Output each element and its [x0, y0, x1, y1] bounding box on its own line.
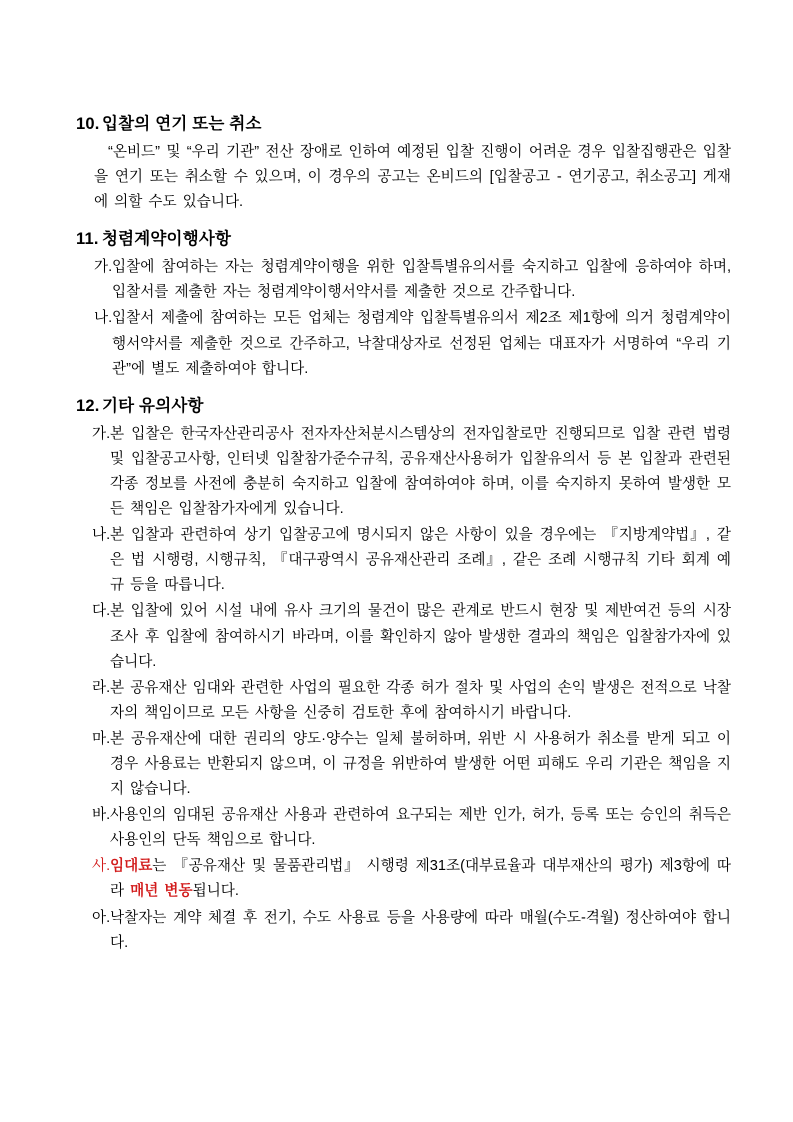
- section-12-title: 기타 유의사항: [102, 396, 204, 415]
- spacer: [72, 384, 731, 392]
- list-item-text: 본 입찰에 있어 시설 내에 유사 크기의 물건이 많은 관계로 반드시 현장 및 제반여건 등의 시장조사 후 입찰에 참여하시기 바라며, 이를 확인하지 않아 발생한 결과의 책임은 입찰참가자에 있습니다.: [110, 603, 731, 670]
- list-item-marker: 사.: [92, 858, 111, 875]
- section-11-number: 11.: [76, 230, 99, 249]
- emphasis-rent-fee: 임대료: [110, 858, 153, 875]
- list-item-highlighted: [72, 854, 731, 904]
- list-item: [72, 255, 731, 305]
- list-item-text: 본 공유재산 임대와 관련한 사업의 필요한 각종 허가 절차 및 사업의 손익 발생은 전적으로 낙찰자의 책임이므로 모든 사항을 신중히 검토한 후에 참여하시기 바랍니다.: [110, 679, 731, 721]
- section-10-paragraph: “온비드” 및 “우리 기관” 전산 장애로 인하여 예정된 입찰 진행이 어려운 경우 입찰집행관은 입찰을 연기 또는 취소할 수 있으며, 이 경우의 공고는 온비드의 [입찰공고 - 연기공고, 취소공고] 게재에 의할 수도 있습니다.: [94, 144, 731, 211]
- list-item-text: 사용인의 임대된 공유재산 사용과 관련하여 요구되는 제반 인가, 허가, 등록 또는 승인의 취득은 사용인의 단독 책임으로 합니다.: [110, 807, 731, 849]
- section-10-title: 입찰의 연기 또는 취소: [102, 115, 262, 133]
- list-item: [72, 676, 731, 726]
- list-item-marker: 가.: [92, 425, 111, 442]
- section-11-title: 청렴계약이행사항: [102, 230, 232, 249]
- section-10-number: 10.: [76, 115, 100, 133]
- spacer: [72, 217, 731, 225]
- list-item-marker: 마.: [92, 730, 111, 747]
- list-item-text: 본 공유재산에 대한 권리의 양도·양수는 일체 불허하며, 위반 시 사용허가 취소를 받게 되고 이 경우 사용료는 반환되지 않으며, 이 규정을 위반하여 발생한 어떤 피해도 우리 기관은 책임을 지지 않습니다.: [110, 730, 731, 798]
- section-12-heading: [72, 392, 731, 416]
- list-item: [72, 906, 731, 956]
- section-12-number: 12.: [76, 396, 100, 415]
- list-item-marker: 가.: [94, 259, 113, 276]
- list-item-marker: 다.: [92, 603, 111, 620]
- list-item: [72, 727, 731, 802]
- list-item-text: 입찰서 제출에 참여하는 모든 업체는 청렴계약 입찰특별유의서 제2조 제1항에 의거 청렴계약이행서약서를 제출한 것으로 간주하고, 낙찰대상자로 선정된 업체는 대표자가 서명하여 “우리 기관”에 별도 제출하여야 합니다.: [112, 310, 731, 377]
- list-item: [72, 803, 731, 853]
- list-item-marker: 아.: [92, 909, 111, 926]
- list-item-text-part-2: 됩니다.: [192, 883, 239, 900]
- list-item-text: 본 입찰과 관련하여 상기 입찰공고에 명시되지 않은 사항이 있을 경우에는 『지방계약법』, 같은 법 시행령, 시행규칙, 『대구광역시 공유재산관리 조례』, 같은 조례 시행규칙 기타 회계 예규 등을 따릅니다.: [110, 527, 731, 594]
- list-item-text: 입찰에 참여하는 자는 청렴계약이행을 위한 입찰특별유의서를 숙지하고 입찰에 응하여야 하며, 입찰서를 제출한 자는 청렴계약이행서약서를 제출한 것으로 간주합니다.: [112, 259, 731, 301]
- emphasis-annual-change: 매년 변동: [130, 883, 193, 900]
- section-10: [72, 110, 731, 215]
- list-item-text-part-1: 는 『공유재산 및 물품관리법』 시행령 제31조(대부료율과 대부재산의 평가) 제3항에 따라: [110, 858, 731, 900]
- list-item: [72, 523, 731, 598]
- section-10-heading: [72, 110, 731, 134]
- section-11-heading: [72, 225, 731, 249]
- list-item-text: 본 입찰은 한국자산관리공사 전자자산처분시스템상의 전자입찰로만 진행되므로 입찰 관련 법령 및 입찰공고사항, 인터넷 입찰참가준수규칙, 공유재산사용허가 입찰유의서 등 본 입찰과 관련된 각종 정보를 사전에 충분히 숙지하고 입찰에 참여하여야 하며, 이를 숙지하지 못하여 발생한 모든 책임은 입찰참가자에게 있습니다.: [110, 425, 731, 518]
- list-item: [72, 599, 731, 674]
- list-item: [72, 306, 731, 381]
- section-12: [72, 392, 731, 956]
- list-item: [72, 422, 731, 522]
- list-item-marker: 라.: [92, 679, 111, 696]
- list-item-text: 낙찰자는 계약 체결 후 전기, 수도 사용료 등을 사용량에 따라 매월(수도-격월) 정산하여야 합니다.: [110, 909, 731, 951]
- section-11: [72, 225, 731, 381]
- list-item-text: [110, 854, 731, 904]
- list-item-marker: 바.: [92, 807, 111, 824]
- list-item-marker: 나.: [92, 527, 111, 544]
- list-item-marker: 나.: [94, 310, 113, 327]
